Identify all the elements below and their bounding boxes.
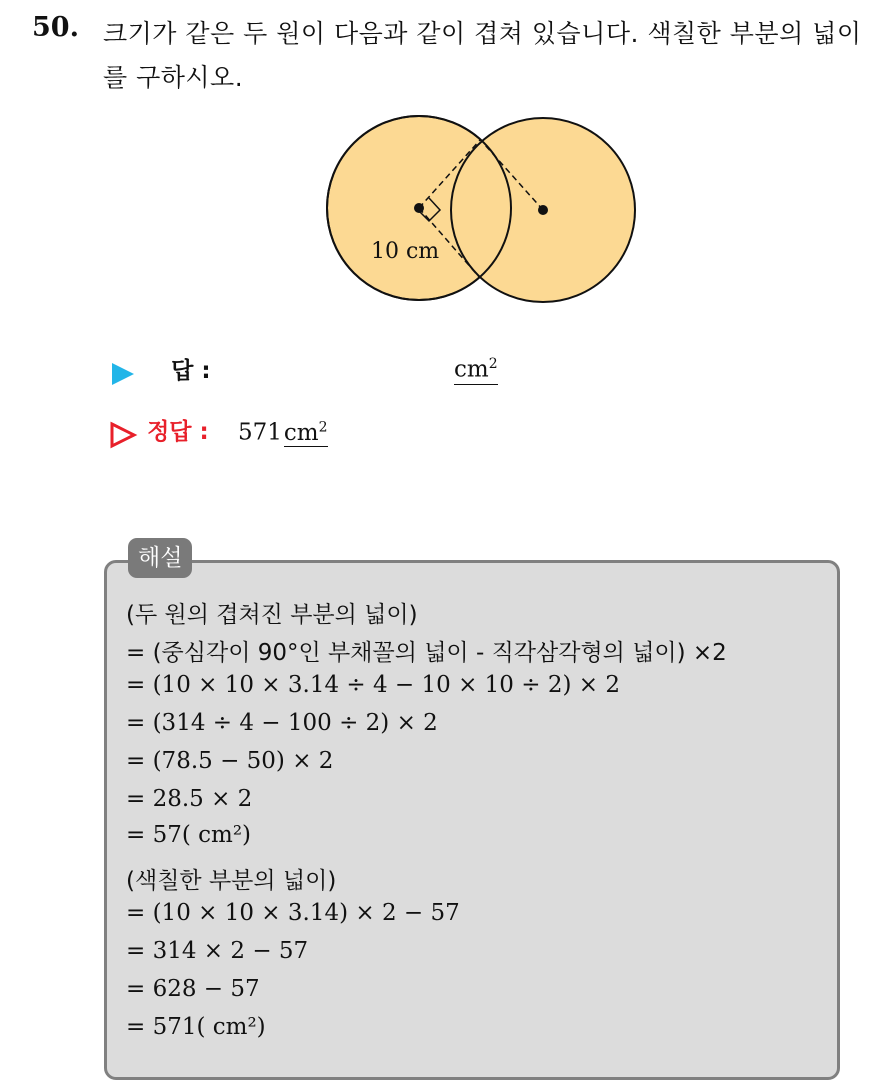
correct-answer-row	[108, 413, 209, 450]
solution-line: = 628 − 57	[126, 976, 260, 1002]
answer-label: 답 :	[171, 358, 211, 384]
solution-line: = (78.5 − 50) × 2	[126, 748, 334, 774]
solution-line: = (중심각이 90°인 부채꼴의 넓이 - 직각삼각형의 넓이) ×2	[126, 640, 727, 666]
play-marker-icon	[108, 360, 138, 388]
correct-answer-label: 정답 :	[147, 419, 209, 445]
left-center-dot	[414, 203, 424, 213]
answer-unit[interactable]: $cm^2$	[454, 350, 498, 385]
overlapping-circles-figure	[0, 0, 884, 330]
solution-line: = (10 × 10 × 3.14) × 2 − 57	[126, 900, 460, 926]
solution-line: = (10 × 10 × 3.14 ÷ 4 − 10 × 10 ÷ 2) × 2	[126, 672, 620, 698]
solution-line: = 571( cm²)	[126, 1014, 266, 1040]
radius-label: 10 cm	[371, 239, 440, 264]
right-center-dot	[538, 205, 548, 215]
correct-answer-unit: $cm^2$	[283, 419, 328, 446]
solution-line: (색칠한 부분의 넓이)	[126, 868, 337, 894]
solution-line: = (314 ÷ 4 − 100 ÷ 2) × 2	[126, 710, 438, 736]
solution-tab: 해설	[128, 538, 192, 578]
correct-answer-value: 571	[238, 419, 282, 446]
answer-row	[108, 352, 211, 388]
solution-line: = 57( cm²)	[126, 822, 252, 848]
question-text-line1: 크기가 같은 두 원이 다음과 같이 겹쳐 있습니다. 색칠한 부분의 넓이	[103, 19, 862, 48]
question-text-line2: 를 구하시오.	[103, 63, 244, 92]
solution-line: (두 원의 겹쳐진 부분의 넓이)	[126, 602, 418, 628]
solution-line: = 28.5 × 2	[126, 786, 253, 812]
outline-play-marker-icon	[108, 420, 138, 450]
correct-answer-value-wrap	[238, 413, 328, 447]
question-number: 50.	[32, 12, 79, 43]
solution-line: = 314 × 2 − 57	[126, 938, 309, 964]
